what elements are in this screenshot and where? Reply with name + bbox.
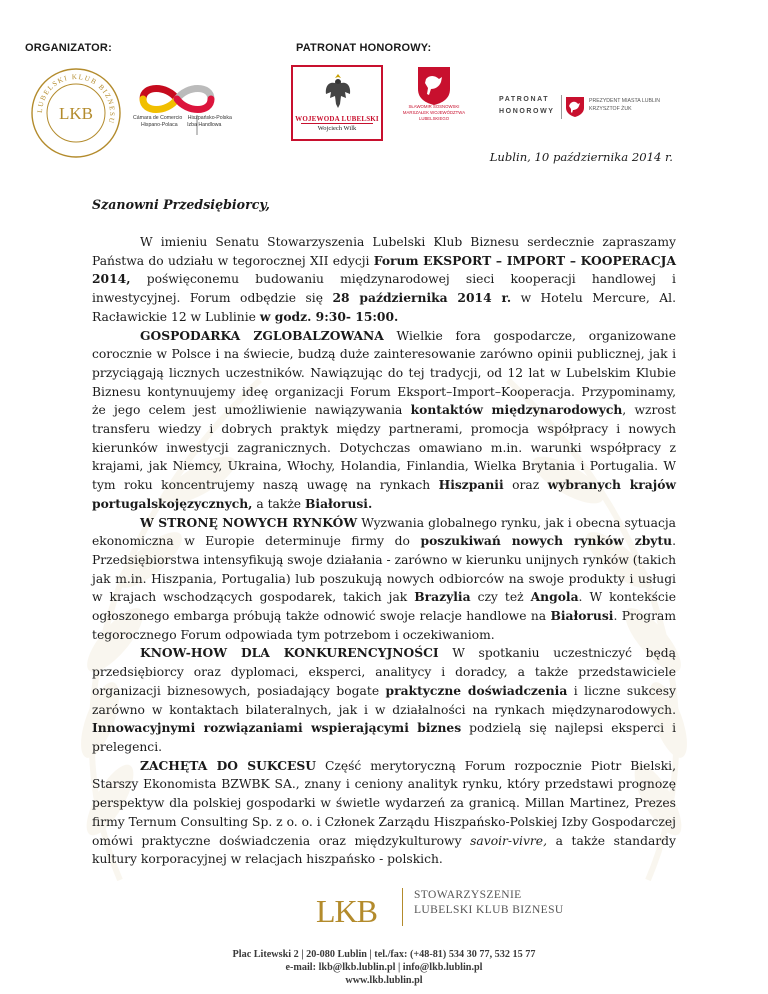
svg-text:LKB: LKB [316,893,377,929]
chamber-flag-logo [133,75,261,141]
paragraph-globalized-economy: GOSPODARKA ZGLOBALZOWANA Wielkie fora gospodarcze, organizowane corocznie w Polsce i na świecie, budzą duże zainteresowanie zarówno opinii publicznej, jak i przyciągają licznych uczestników. Nawiązując do tej tradycji, od 12 lat w Lubelskim Klubie Biznesu kontynuujemy ideę organizacji Forum Eksport–Import–Kooperacja. Przypominamy, że jego celem jest umożliwienie nawiązywania kontaktów międzynarodowych, wzrost transferu wiedzy i dobrych praktyk między partnerami, promocja współpracy i nowych kierunków inwestycji zagranicznych. Dotychczas omawiano m.in. warunki współpracy z krajami, jak Niemcy, Ukraina, Włochy, Holandia, Finlandia, Wielka Brytania i Portugalia. W tym roku koncentrujemy naszą uwagę na rynkach Hiszpanii oraz wybranych krajów portugalskojęzycznych, a także Białorusi. [92,327,677,511]
paragraph-new-markets: W STRONĘ NOWYCH RYNKÓW Wyzwania globalnego rynku, jak i obecna sytuacja ekonomiczna w Europie determinuje firmy do poszukiwań nowych rynków zbytu. Przedsiębiorstwa intensyfikują swoje działania - zarówno w kierunku unijnych rynków (takich jak m.in. Hiszpania, Portugalia) lub poszukują nowych odbiorców na swoje produkty i usługi w krajach wschodzących gospodarek, takich jak Brazylia czy też Angola. W kontekście ogłoszonego embarga próbują także odnowić swoje relacje handlowe na Białorusi. Program tegorocznego Forum odpowiada tym potrzebom i oczekiwaniom. [92,514,677,642]
letter-body [92,233,676,869]
footer-divider [402,888,403,926]
section-heading: GOSPODARKA ZGLOBALZOWANA [140,327,384,343]
paragraph-know-how: KNOW-HOW DLA KONKURENCYJNOŚCI W spotkaniu uczestniczyć będą przedsiębiorcy oraz dyplomaci, eksperci, analitycy i doradcy, a także przedstawiciele organizacji biznesowych, posiadający bogate praktyczne doświadczenia i liczne sukcesy zarówno w kontaktach bilateralnych, jak i w działalności na rynkach międzynarodowych. Innowacyjnymi rozwiązaniami wspierającymi biznes podzielą się najlepsi eksperci i prelegenci. [92,645,677,754]
footer-address: Plac Litewski 2 | 20-080 Lublin | tel./fax: (+48-81) 534 30 77, 532 15 77 [232,949,536,960]
mayor-title: PREZYDENT MIASTA LUBLIN [589,98,661,104]
lkb-badge-text: LKB [59,104,93,123]
salutation: Szanowni Przedsiębiorcy, [92,197,270,212]
voivode-logo [291,65,383,141]
section-heading: ZACHĘTA DO SUKCESU [140,757,317,773]
mayor-patronage-logo: PATRONAT HONOROWY PREZYDENT MIASTA LUBLIN KRZYSZTOF ŻUK [499,95,685,121]
lkb-footer-logo [316,888,426,934]
footer-org-name: STOWARZYSZENIE LUBELSKI KLUB BIZNESU [414,889,564,916]
lublin-crest-icon [565,96,585,118]
voivode-name: Wojciech Wilk [317,125,357,132]
marshal-text: SŁAWOMIR SOSNOWSKI MARSZAŁEK WOJEWÓDZTWA LUBELSKIEGO [402,104,466,121]
organizer-label: ORGANIZATOR: [25,42,112,54]
voivode-title: WOJEWODA LUBELSKI [295,115,379,123]
letter-date: Lublin, 10 października 2014 r. [489,150,673,164]
marshal-logo [395,65,473,137]
paragraph-success: ZACHĘTA DO SUKCESU Część merytoryczną Forum rozpocznie Piotr Bielski, Starszy Ekonomista BZWBK SA., znany i ceniony analityk rynku, który przedstawi prognozę perspektyw dla polskiej gospodarki w świetle wydarzeń za granicą. Millan Martinez, Prezes firmy Ternum Consulting Sp. z o. o. i Członek Zarządu Hiszpańsko-Polskiej Izby Gospodarczej omówi praktyczne doświadczenia oraz międzykulturowy savoir-vivre, a także standardy kultury korporacyjnej w relacjach hiszpańsko - polskich. [92,757,676,867]
eagle-icon [323,72,353,110]
section-heading: KNOW-HOW DLA KONKURENCYJNOŚCI [140,645,439,661]
chamber-name: Cámara de Comercio Hiszpańsko-Polska Hispano-Polaca Izba Handlowa [133,115,232,128]
footer-emails[interactable]: e-mail: lkb@lkb.lublin.pl | info@lkb.lublin.pl [285,962,483,973]
lkb-ring-text: LUBELSKI KLUB BIZNESU [35,72,117,126]
section-heading: W STRONĘ NOWYCH RYNKÓW [140,514,358,530]
footer-website[interactable]: www.lkb.lublin.pl [345,975,423,986]
mayor-name: KRZYSZTOF ŻUK [589,106,632,112]
footer-contact [0,948,768,987]
paragraph-invitation: W imieniu Senatu Stowarzyszenia Lubelski Klub Biznesu serdecznie zapraszamy Państwa do udziału w tegorocznej XII edycji Forum EKSPORT – IMPORT – KOOPERACJA 2014, poświęconemu budowaniu międzynarodowej sieci kooperacji handlowej i inwestycyjnej. Forum odbędzie się 28 października 2014 r. w Hotelu Mercure, Al. Racławickie 12 w Lublinie w godz. 9:30- 15:00. [92,235,677,324]
voivode-divider [301,123,373,124]
lkb-badge-logo [28,65,124,161]
patronage-label: PATRONAT HONOROWY: [296,42,432,54]
